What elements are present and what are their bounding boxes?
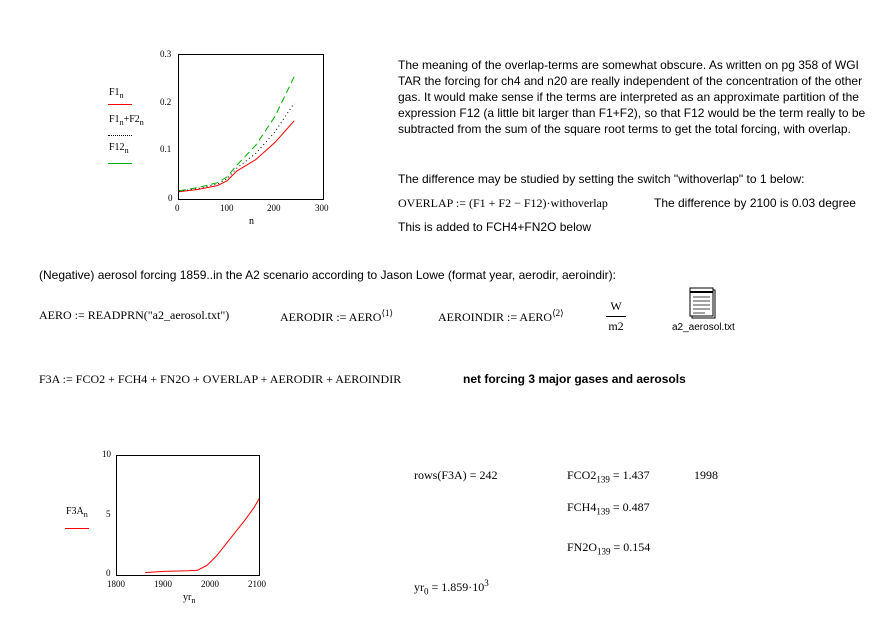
- series-line-f3an: [145, 499, 259, 573]
- y-tick: 10: [102, 449, 111, 459]
- y-tick: 0.3: [160, 49, 172, 59]
- plot-frame: [117, 456, 260, 576]
- y-tick: 0: [106, 568, 111, 578]
- unit-numerator: W: [610, 299, 622, 313]
- y-tick: 0: [168, 193, 173, 203]
- x-tick: 1800: [107, 579, 125, 589]
- legend-f3a: $F3A_n$: [66, 506, 88, 519]
- x-tick: 100: [220, 203, 234, 213]
- difference-text: The difference may be studied by setting the switch "withoverlap" to 1 below:: [398, 172, 805, 186]
- x-tick: 200: [267, 203, 281, 213]
- y-tick: 5: [106, 509, 111, 519]
- x-tick: 2000: [201, 579, 219, 589]
- legend-line-f1: [108, 104, 132, 105]
- f3a-equation[interactable]: F3A := FCO2 + FCH4 + FN2O + OVERLAP + AERODIR + AEROINDIR: [39, 372, 402, 386]
- notepad-icon[interactable]: [689, 286, 719, 320]
- overlap-equation[interactable]: OVERLAP := (F1 + F2 − F12)·withoverlap: [398, 196, 608, 210]
- legend-line-f12: [108, 163, 132, 164]
- rows-result: rows(F3A) = 242: [414, 468, 498, 482]
- plot-frame: [179, 55, 324, 200]
- legend-f1: $F1_n$: [109, 87, 124, 100]
- fch4-result: $FCH4_{139} = 0.487$: [567, 500, 650, 517]
- unit-denominator: m2: [608, 319, 624, 333]
- aeroindir-equation[interactable]: AEROINDIR := $AERO^{⟨2⟩}$: [438, 308, 564, 324]
- aerosol-heading: (Negative) aerosol forcing 1859..in the A2 scenario according to Jason Lowe (format year, aerodir, aeroindir):: [39, 268, 616, 282]
- x-axis-label: $yr_n$: [183, 592, 196, 605]
- chart-net-forcing: [116, 455, 260, 576]
- x-tick: 2100: [248, 579, 266, 589]
- series-line-f12n: [179, 77, 294, 191]
- fn2o-result: $FN2O_{139} = 0.154$: [567, 540, 651, 557]
- x-tick: 300: [315, 203, 329, 213]
- y-tick: 0.2: [160, 97, 172, 107]
- legend-line-f3a: [65, 528, 89, 529]
- year-value: 1998: [694, 468, 718, 482]
- file-label[interactable]: a2_aerosol.txt: [672, 322, 735, 333]
- aerodir-equation[interactable]: AERODIR := $AERO^{⟨1⟩}$: [280, 308, 393, 324]
- series-line-f1n: [179, 121, 294, 192]
- legend-line-f1-f2: [108, 135, 132, 136]
- y-tick: 0.1: [160, 144, 172, 154]
- difference-result: The difference by 2100 is 0.03 degree: [654, 196, 856, 210]
- overlap-explanation: The meaning of the overlap-terms are somewhat obscure. As written on pg 358 of WGI TAR the forcing for ch4 and n20 are really independent of the concentration of the other gas. It would make sense if the terms are interpreted as an approximate partition of the expression F12 (a little bit larger than F1+F2), so that F12 would be the term really to be subtracted from the sum of the square root terms to get the total forcing, with overlap.: [398, 58, 866, 136]
- f3a-note: net forcing 3 major gases and aerosols: [463, 372, 686, 386]
- aero-equation[interactable]: AERO := READPRN("a2_aerosol.txt"): [39, 308, 230, 322]
- chart-overlap-terms: [178, 54, 324, 200]
- x-tick: 1900: [154, 579, 172, 589]
- unit-fraction-bar: [606, 316, 626, 317]
- added-text: This is added to FCH4+FN2O below: [398, 220, 592, 234]
- legend-f12: $F12_n$: [109, 142, 129, 155]
- yr0-result: $yr_0 = 1.859\cdot 10^3$: [414, 578, 489, 597]
- legend-f1-f2: $F1_n+F2_n$: [109, 114, 144, 127]
- x-axis-label: n: [249, 216, 254, 227]
- x-tick: 0: [175, 203, 180, 213]
- fco2-result: $FCO2_{139} = 1.437$: [567, 468, 650, 485]
- series-line-f1n-f2n: [179, 103, 294, 191]
